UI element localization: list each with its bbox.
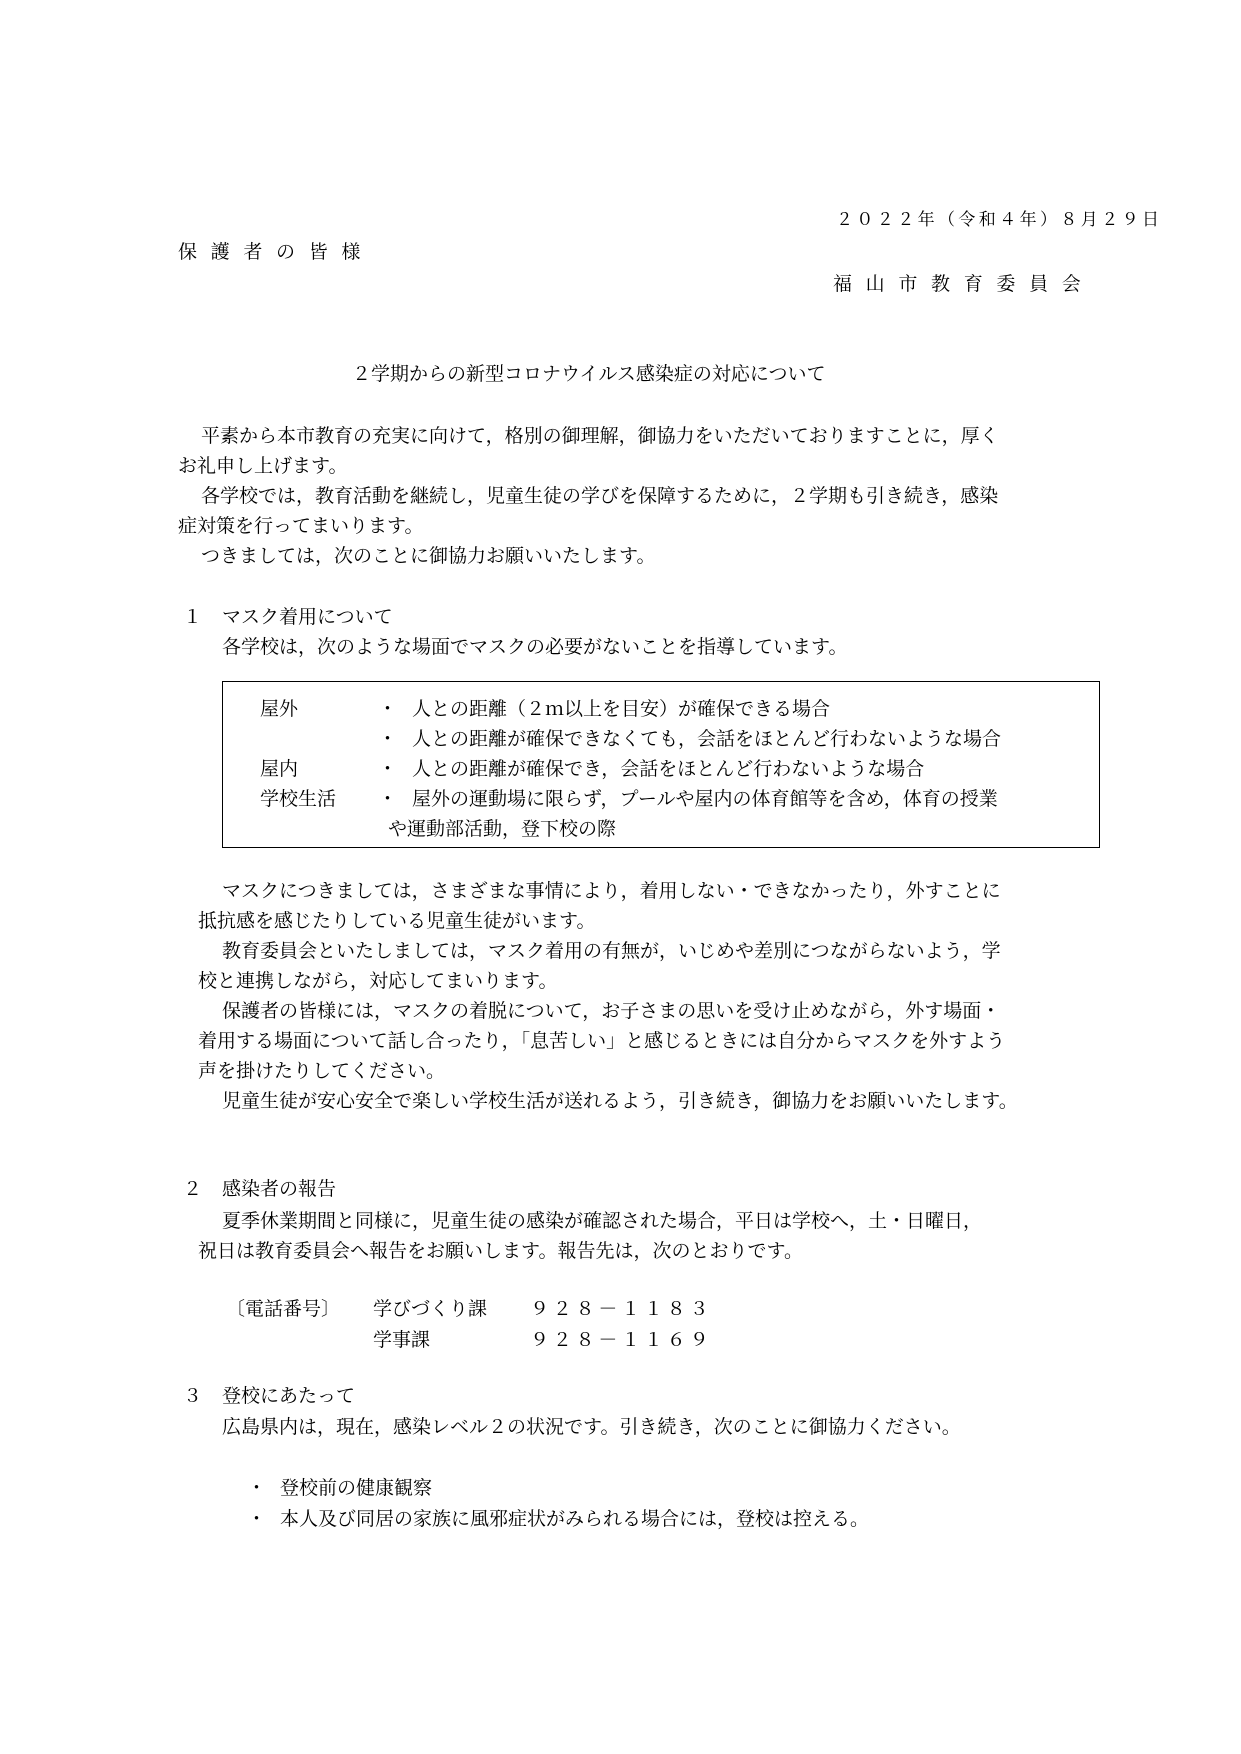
section3-number: ３	[183, 1385, 203, 1407]
bullet-item: 本人及び同居の家族に風邪症状がみられる場合には，登校は控える。	[280, 1508, 870, 1530]
bullet-mark: ・	[247, 1477, 267, 1499]
section1-number: １	[183, 606, 203, 628]
document-title: ２学期からの新型コロナウイルス感染症の対応について	[352, 363, 826, 385]
intro-line: つきましては，次のことに御協力お願いいたします。	[201, 545, 656, 567]
section2-number: ２	[183, 1178, 203, 1200]
sender: 福山市教育委員会	[833, 273, 1095, 295]
table-bullet: ・	[378, 728, 398, 750]
section2-line: 祝日は教育委員会へ報告をお願いします。報告先は，次のとおりです。	[198, 1240, 803, 1262]
section1-paragraph-line: 着用する場面について話し合ったり，「息苦しい」と感じるときには自分からマスクを外すよう	[198, 1030, 1006, 1052]
table-place: 屋外	[260, 698, 299, 720]
contact-phone: ９２８－１１８３	[530, 1298, 713, 1320]
table-text: 人との距離が確保でき，会話をほとんど行わないような場合	[412, 758, 925, 780]
section2-heading: 感染者の報告	[222, 1178, 337, 1200]
table-text: 人との距離が確保できなくても，会話をほとんど行わないような場合	[412, 728, 1002, 750]
section1-heading: マスク着用について	[222, 606, 393, 628]
table-bullet: ・	[378, 698, 398, 720]
document-date: ２０２２年（令和４年）８月２９日	[836, 210, 1163, 230]
contact-dept: 学事課	[373, 1329, 431, 1351]
section3-heading: 登校にあたって	[222, 1385, 356, 1407]
table-place: 学校生活	[260, 788, 337, 810]
intro-line: 症対策を行ってまいります。	[178, 515, 424, 537]
section1-paragraph-line: 抵抗感を感じたりしている児童生徒がいます。	[198, 910, 596, 932]
section1-paragraph-line: 校と連携しながら，対応してまいります。	[198, 970, 558, 992]
table-text: 人との距離（２ｍ以上を目安）が確保できる場合	[412, 698, 831, 720]
bullet-mark: ・	[247, 1508, 267, 1530]
section1-paragraph-line: 保護者の皆様には，マスクの着脱について，お子さまの思いを受け止めながら，外す場面・	[222, 1000, 1001, 1022]
section1-paragraph-line: 声を掛けたりしてください。	[198, 1060, 446, 1082]
contact-dept: 学びづくり課	[373, 1298, 488, 1320]
bullet-item: 登校前の健康観察	[280, 1477, 433, 1499]
contact-phone: ９２８－１１６９	[530, 1329, 713, 1351]
section1-lead: 各学校は，次のような場面でマスクの必要がないことを指導しています。	[222, 636, 848, 658]
intro-line: 平素から本市教育の充実に向けて，格別の御理解，御協力をいただいておりますことに，厚く	[201, 425, 999, 447]
table-bullet: ・	[378, 788, 398, 810]
table-text: 屋外の運動場に限らず，プールや屋内の体育館等を含め，体育の授業	[412, 788, 998, 810]
section2-line: 夏季休業期間と同様に，児童生徒の感染が確認された場合，平日は学校へ，土・日曜日，	[222, 1210, 983, 1232]
table-bullet: ・	[378, 758, 398, 780]
intro-line: お礼申し上げます。	[178, 455, 348, 477]
section3-lead: 広島県内は，現在，感染レベル２の状況です。引き続き，次のことに御協力ください。	[222, 1416, 961, 1438]
section1-paragraph-line: マスクにつきましては，さまざまな事情により，着用しない・できなかったり，外すことに	[222, 880, 1001, 902]
phone-label: 〔電話番号〕	[226, 1298, 341, 1320]
recipient: 保護者の皆様	[178, 241, 375, 263]
section1-paragraph-line: 児童生徒が安心安全で楽しい学校生活が送れるよう，引き続き，御協力をお願いいたします。	[222, 1090, 1018, 1112]
table-text-continuation: や運動部活動，登下校の際	[388, 818, 617, 840]
intro-line: 各学校では，教育活動を継続し，児童生徒の学びを保障するために，２学期も引き続き，感染	[201, 485, 999, 507]
table-place: 屋内	[260, 758, 299, 780]
section1-paragraph-line: 教育委員会といたしましては，マスク着用の有無が，いじめや差別につながらないよう，学	[222, 940, 1001, 962]
